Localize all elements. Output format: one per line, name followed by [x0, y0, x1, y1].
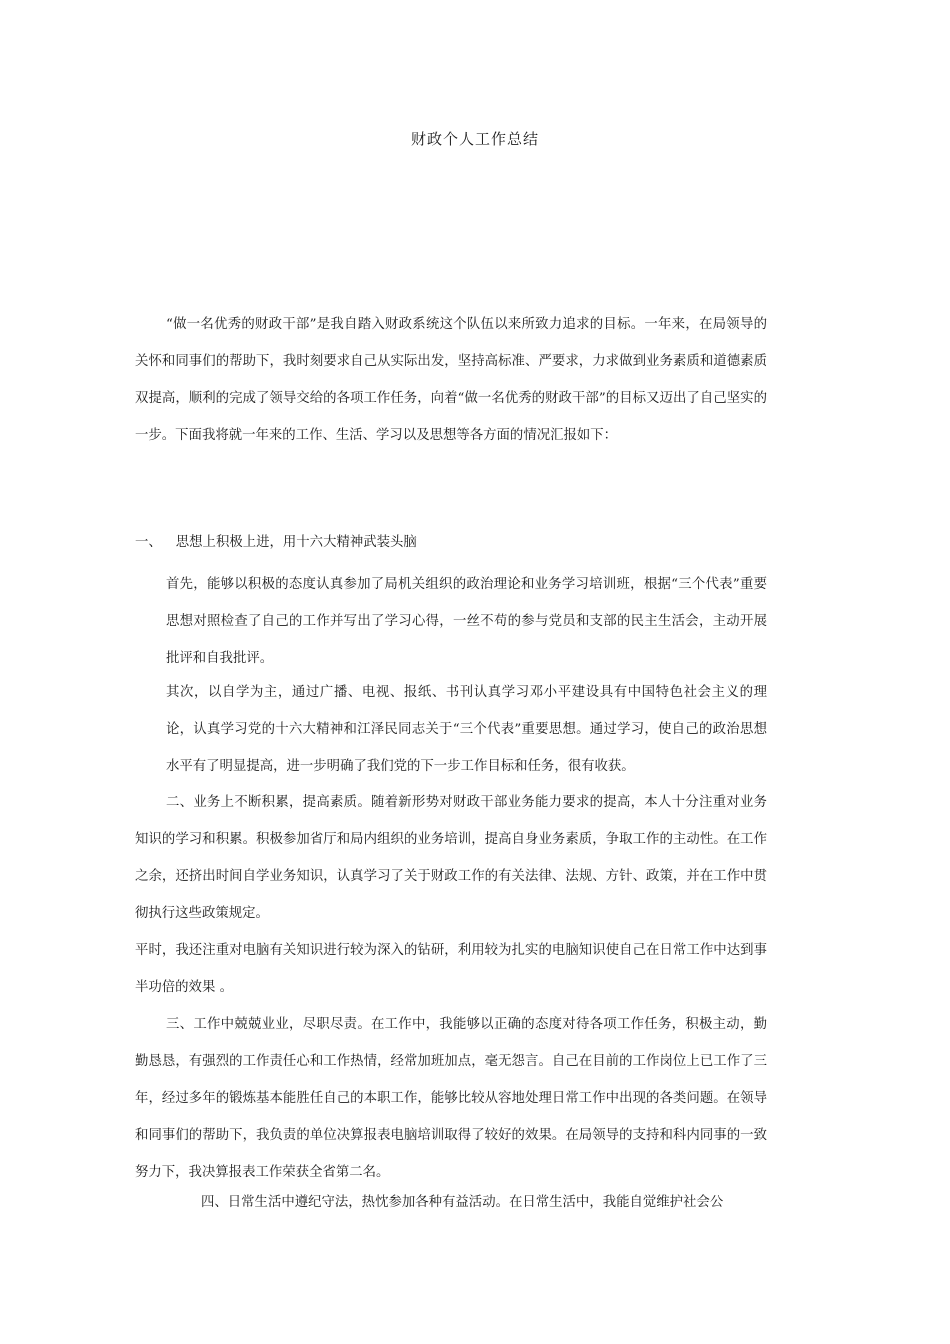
document-title: 财政个人工作总结	[410, 130, 539, 148]
intro-paragraph: “做一名优秀的财政干部”是我自踏入财政系统这个队伍以来所致力追求的目标。一年来，在局领导的关怀和同事们的帮助下，我时刻要求自己从实际出发，坚持高标准、严要求，力求做到业务素质和道德素质双提高，顺利的完成了领导交给的各项工作任务，向着“做一名优秀的财政干部”的目标又迈出了自己坚实的一步。下面我将就一年来的工作、生活、学习以及思想等各方面的情况汇报如下：	[135, 317, 767, 443]
section-1-heading	[135, 528, 417, 558]
section-3-paragraph: 三、工作中兢兢业业，尽职尽责。在工作中，我能够以正确的态度对待各项工作任务，积极主动，勤勤恳恳，有强烈的工作责任心和工作热情，经常加班加点，毫无怨言。自己在目前的工作岗位上已工作了三年，经过多年的锻炼基本能胜任自己的本职工作，能够比较从容地处理日常工作中出现的各类问题。在领导和同事们的帮助下，我负责的单位决算报表电脑培训取得了较好的效果。在局领导的支持和科内同事的一致努力下，我决算报表工作荣获全省第二名。	[135, 1017, 767, 1180]
section-1-paragraph-2: 其次，以自学为主，通过广播、电视、报纸、书刊认真学习邓小平建设具有中国特色社会主义的理论，认真学习党的十六大精神和江泽民同志关于“三个代表”重要思想。通过学习，使自己的政治思想水平有了明显提高，进一步明确了我们党的下一步工作目标和任务，很有收获。	[166, 685, 767, 774]
section-4-paragraph: 四、日常生活中遵纪守法，热忱参加各种有益活动。在日常生活中，我能自觉维护社会公	[201, 1195, 724, 1210]
section-2-paragraph: 二、业务上不断积累，提高素质。随着新形势对财政干部业务能力要求的提高，本人十分注重对业务知识的学习和积累。积极参加省厅和局内组织的业务培训，提高自身业务素质，争取工作的主动性。在工作之余，还挤出时间自学业务知识，认真学习了关于财政工作的有关法律、法规、方针、政策，并在工作中贯彻执行这些政策规定。	[135, 795, 767, 921]
section-1-number: 一、	[135, 535, 162, 550]
section-1-heading-text: 思想上积极上进，用十六大精神武装头脑	[175, 535, 417, 550]
section-2-extra-paragraph: 平时，我还注重对电脑有关知识进行较为深入的钻研，利用较为扎实的电脑知识使自己在日常工作中达到事半功倍的效果 。	[135, 943, 767, 995]
section-1-paragraph-1: 首先，能够以积极的态度认真参加了局机关组织的政治理论和业务学习培训班，根据“三个代表”重要思想对照检查了自己的工作并写出了学习心得，一丝不苟的参与党员和支部的民主生活会，主动开展批评和自我批评。	[166, 577, 767, 666]
